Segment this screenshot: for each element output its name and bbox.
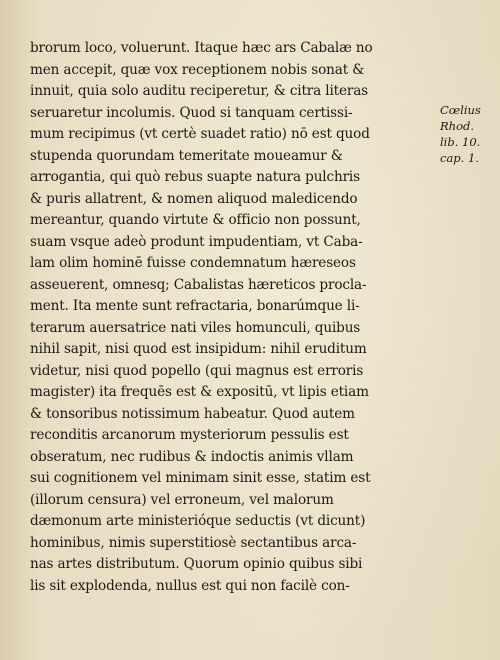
text-line: ment. Ita mente sunt refractaria, bonarúmque li- [30,298,360,314]
text-line: nihil sapit, nisi quod est insipidum: nihil eruditum [30,341,367,357]
text-line: magister) ita frequēs est & expositū, vt lipis etiam [30,384,369,400]
body-text [30,38,450,597]
text-line: terarum auersatrice nati viles homunculi, quibus [30,319,361,336]
text-line: lam olim hominē fuisse condemnatum hæreseos [30,255,356,271]
text-line: obseratum, nec rudibus & indoctis animis vllam [30,448,354,465]
text-line: stupenda quorundam temeritate moueamur & [30,147,343,164]
text-line: suam vsque adeò produnt impudentiam, vt Caba- [30,233,363,250]
margin-citation [440,102,495,166]
text-line: lis sit explodenda, nullus est qui non facilè con- [30,577,350,594]
text-line: brorum loco, voluerunt. Itaque hæc ars Cabalæ no [30,40,373,56]
text-line: men accepit, quæ vox receptionem nobis sonat & [30,61,365,78]
margin-note-line: lib. 10. [440,135,481,149]
text-line: innuit, quia solo auditu reciperetur, & citra literas [30,83,369,99]
margin-note-line: Cœlius [440,103,481,117]
margin-note-line: cap. 1. [440,151,479,165]
text-line: sui cognitionem vel minimam sinit esse, statim est [30,470,371,486]
text-line: nas artes distributum. Quorum opinio quibus sibi [30,556,363,572]
text-line: mum recipimus (vt certè suadet ratio) nō est quod [30,126,370,142]
text-line: reconditis arcanorum mysteriorum pessulis est [30,427,349,443]
text-line: videtur, nisi quod popello (qui magnus est erroris [30,362,364,379]
text-line: seruaretur incolumis. Quod si tanquam certissi- [30,104,353,121]
text-line: & puris allatrent, & nomen aliquod maledicendo [30,190,358,207]
text-line: asseuerent, omnesq; Cabalistas hæreticos procla- [30,276,367,293]
text-line: (illorum censura) vel erroneum, vel malorum [30,491,334,508]
text-line: & tonsoribus notissimum habeatur. Quod autem [30,405,355,422]
text-line: hominibus, nimis superstitiosè sectantibus arca- [30,534,357,551]
text-line: mereantur, quando virtute & officio non possunt, [30,212,361,228]
text-line: arrogantia, qui quò rebus suapte natura pulchris [30,169,360,185]
margin-note-line: Rhod. [440,119,475,133]
text-line: dæmonum arte ministerióque seductis (vt dicunt) [30,513,366,529]
